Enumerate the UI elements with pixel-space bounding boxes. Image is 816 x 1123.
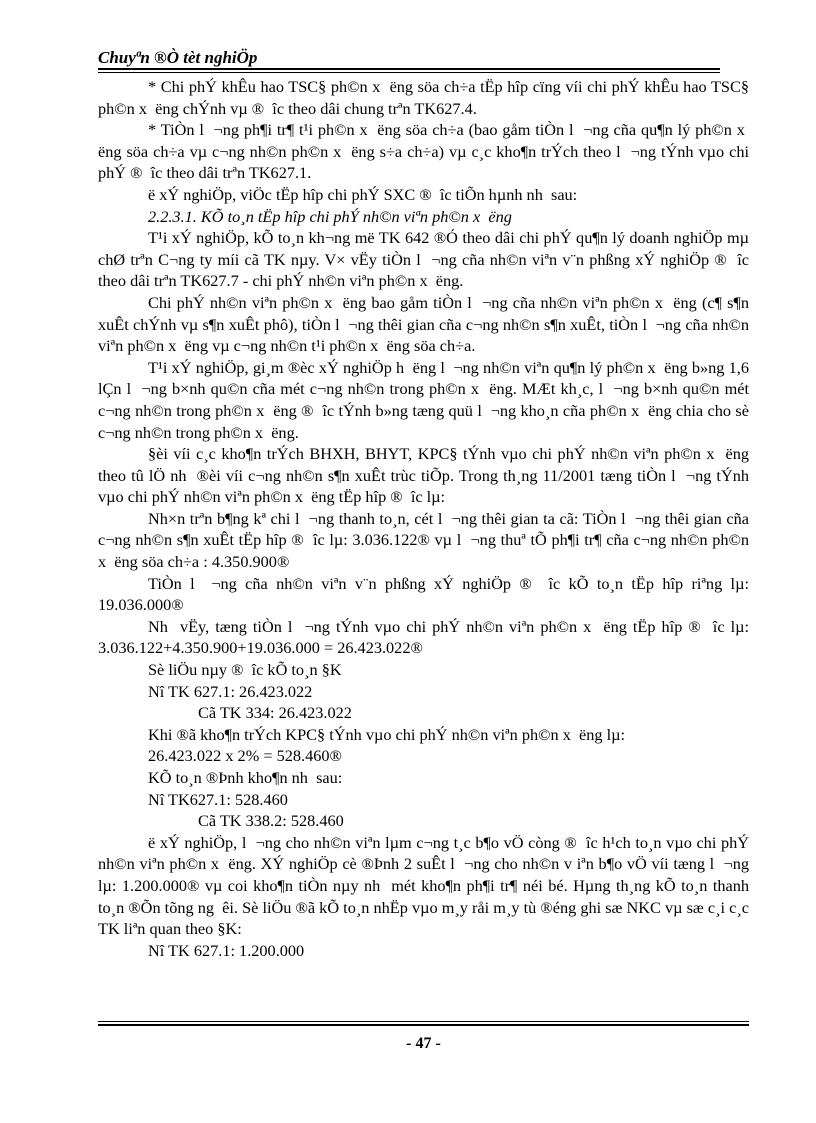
journal-debit: Nî TK 627.1: 1.200.000 [148,940,305,960]
paragraph: ë xÝ nghiÖp, l ¬ng cho nh©n viªn lµm c¬ng t¸c b¶o vÖ còng ® îc h¹ch to¸n vµo chi phÝ nh©n viªn ph©n x ëng. XÝ nghiÖp cè ®Þnh 2 suÊt l ¬ng cho nh©n v iªn b¶o vÖ víi tæng l ¬ng lµ: 1.200.000® vµ coi kho¶n tiÒn nµy nh mét kho¶n ph¶i tr¶ néi bé. Hµng th¸ng kÕ to¸n thanh to¸n ®Õn tõng ng êi. Sè liÖu ®ã kÕ to¸n nhËp vµo m¸y råi m¸y tù ®éng ghi sæ NKC vµ sæ c¸i c¸c TK liªn quan theo §K: [98,832,749,939]
header-title: Chuyªn ®Ò tèt nghiÖp [98,48,258,67]
footer-rule-thin [98,1021,749,1022]
header-rule-thin [98,72,720,73]
paragraph: * TiÒn l ¬ng ph¶i tr¶ t¹i ph©n x ëng söa ch÷a (bao gåm tiÒn l ¬ng cña qu¶n lý ph©n x ëng söa ch÷a vµ c¬ng nh©n ph©n x ëng s÷a ch÷a) vµ c¸c kho¶n trÝch theo l ¬ng tÝnh vµo chi phÝ ® îc theo dâi trªn TK627.1. [98,120,749,183]
paragraph: Nh vËy, tæng tiÒn l ¬ng tÝnh vµo chi phÝ nh©n viªn ph©n x ëng tËp hîp ® îc lµ: 3.036.122+4.350.900+19.036.000 = 26.423.022® [98,616,749,658]
page-footer [98,1021,749,1053]
page-header [98,48,720,73]
section-heading: 2.2.3.1. KÕ to¸n tËp hîp chi phÝ nh©n viªn ph©n x ëng [148,206,512,226]
paragraph: Khi ®ã kho¶n trÝch KPC§ tÝnh vµo chi phÝ nh©n viªn ph©n x ëng lµ: [148,724,626,744]
paragraph: ë xÝ nghiÖp, viÖc tËp hîp chi phÝ SXC ® îc tiÕn hµnh nh sau: [148,184,578,204]
journal-debit: Nî TK627.1: 528.460 [148,789,288,809]
paragraph: §èi víi c¸c kho¶n trÝch BHXH, BHYT, KPC§ tÝnh vµo chi phÝ nh©n viªn ph©n x ëng theo tû lÖ nh ®èi víi c¬ng nh©n s¶n xuÊt trùc tiÕp. Trong th¸ng 11/2001 tæng tiÒn l ¬ng tÝnh vµo chi phÝ nh©n viªn ph©n x ëng tËp hîp ® îc lµ: [98,444,749,507]
paragraph: Sè liÖu nµy ® îc kÕ to¸n §K [148,660,342,680]
paragraph: * Chi phÝ khÊu hao TSC§ ph©n x ëng söa ch÷a tËp hîp cïng víi chi phÝ khÊu hao TSC§ ph©n x ëng chÝnh vµ ® îc theo dâi chung trªn TK627.4. [98,77,749,118]
paragraph: T¹i xÝ nghiÖp, gi¸m ®èc xÝ nghiÖp h ëng l ¬ng nh©n viªn qu¶n lý ph©n x ëng b»ng 1,6 lÇn l ¬ng b×nh qu©n cña mét c¬ng nh©n trong ph©n x ëng. MÆt kh¸c, l ¬ng b×nh qu©n mét c¬ng nh©n trong ph©n x ëng ® îc tÝnh b»ng tæng quü l ¬ng kho¸n cña ph©n x ëng chia cho sè c¬ng nh©n trong ph©n x ëng. [98,357,749,442]
journal-debit: Nî TK 627.1: 26.423.022 [148,681,313,701]
footer-rule-thick [98,1024,749,1026]
journal-credit: Cã TK 334: 26.423.022 [198,703,352,723]
journal-credit: Cã TK 338.2: 528.460 [198,811,344,831]
paragraph: TiÒn l ¬ng cña nh©n viªn v¨n phßng xÝ nghiÖp ® îc kÕ to¸n tËp hîp riªng lµ: 19.036.000® [98,573,749,615]
paragraph: 26.423.022 x 2% = 528.460® [148,746,342,766]
page-number: - 47 - [406,1035,441,1052]
document-body [98,76,749,961]
paragraph: T¹i xÝ nghiÖp, kÕ to¸n kh¬ng më TK 642 ®Ó theo dâi chi phÝ qu¶n lý doanh nghiÖp mµ chØ trªn C¬ng ty míi cã TK nµy. V× vËy tiÒn l ¬ng cña nh©n viªn v¨n phßng xÝ nghiÖp ® îc theo dâi trªn TK627.7 - chi phÝ nh©n viªn ph©n x ëng. [98,228,749,291]
header-rule-thick [98,68,720,70]
paragraph: KÕ to¸n ®Þnh kho¶n nh sau: [148,768,343,787]
paragraph: Nh×n trªn b¶ng kª chi l ¬ng thanh to¸n, cét l ¬ng thêi gian ta cã: TiÒn l ¬ng thêi gian cña c¬ng nh©n s¶n xuÊt tËp hîp ® îc lµ: 3.036.122® vµ l ¬ng thuª tÕ ph¶i tr¶ cña c¬ng nh©n ph©n x ëng söa ch÷a : 4.350.900® [98,508,749,572]
paragraph: Chi phÝ nh©n viªn ph©n x ëng bao gåm tiÒn l ¬ng cña nh©n viªn ph©n x ëng (c¶ s¶n xuÊt chÝnh vµ s¶n xuÊt phô), tiÒn l ¬ng thêi gian cña c¬ng nh©n s¶n xuÊt, tiÒn l ¬ng cña nh©n viªn ph©n x ëng vµ c¬ng nh©n t¹i ph©n x ëng söa ch÷a. [98,292,749,356]
